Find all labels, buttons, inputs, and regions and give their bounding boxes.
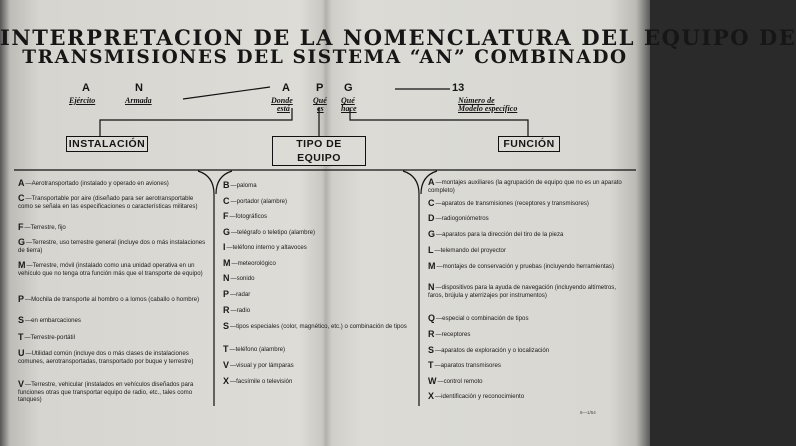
funcion-item-text: —identificación y reconocimiento: [435, 393, 525, 400]
funcion-item-text: —aparatos de transmisiones (receptores y transmisores): [435, 200, 589, 207]
instalacion-item: [18, 180, 208, 188]
funcion-item-letter: R: [428, 329, 435, 339]
funcion-item-text: —aparatos para la dirección del tiro de la pieza: [436, 231, 564, 238]
funcion-item-text: —especial o combinación de tipos: [436, 315, 529, 322]
label-modelo-especifico: Modelo específico: [458, 104, 518, 113]
label-es: es: [317, 104, 324, 113]
funcion-item-letter: N: [428, 282, 435, 292]
instalacion-item: [18, 334, 208, 342]
instalacion-item-letter: U: [18, 348, 25, 358]
funcion-item-text: —radiogoniómetros: [435, 215, 489, 222]
label-ejercito: Ejército: [69, 96, 96, 105]
funcion-item: [428, 315, 623, 323]
instalacion-item-letter: S: [18, 315, 25, 325]
tipo-item-text: —portador (alambre): [230, 198, 288, 205]
instalacion-item: [18, 239, 208, 254]
funcion-item-letter: X: [428, 391, 435, 401]
tipo-item-text: —teléfono interno y altavoces: [226, 244, 307, 251]
funcion-item: [428, 362, 623, 370]
instalacion-item: [18, 317, 208, 325]
tipo-item-text: —visual y por lámparas: [230, 362, 294, 369]
label-numero-de: Número de: [458, 96, 495, 105]
tipo-item-letter: X: [223, 376, 230, 386]
funcion-item: [428, 215, 623, 223]
instalacion-item: [18, 224, 208, 232]
funcion-item: [428, 200, 623, 208]
instalacion-item: [18, 350, 208, 365]
tipo-item: [223, 307, 413, 315]
funcion-item-text: —aparatos de exploración y o localización: [435, 347, 550, 354]
instalacion-item-text: —Aerotransportado (instalado y operado en aviones): [25, 180, 169, 187]
tipo-item-text: —paloma: [230, 182, 257, 189]
tipo-item: [223, 291, 413, 299]
tipo-item-text: —radio: [230, 307, 251, 314]
funcion-item: [428, 393, 623, 401]
instalacion-item-letter: A: [18, 178, 25, 188]
funcion-item-letter: T: [428, 360, 434, 370]
tipo-item-letter: B: [223, 180, 230, 190]
tipo-item-letter: N: [223, 273, 230, 283]
letter-ejercito: A: [82, 82, 90, 94]
label-que-2: Qué: [341, 96, 355, 105]
tipo-item-text: —fotográficos: [229, 213, 268, 220]
instalacion-item: [18, 262, 208, 277]
tipo-item: [223, 378, 413, 386]
tipo-item: [223, 275, 413, 283]
letter-donde-esta: A: [282, 82, 290, 94]
funcion-item: [428, 263, 623, 271]
instalacion-item-letter: F: [18, 222, 24, 232]
instalacion-item: [18, 296, 208, 304]
funcion-item: [428, 231, 623, 239]
letter-que-es: P: [316, 82, 324, 94]
funcion-item-text: —receptores: [435, 331, 471, 338]
tipo-item-letter: C: [223, 196, 230, 206]
instalacion-item-letter: V: [18, 379, 25, 389]
funcion-item-text: —dispositivos para la ayuda de navegación (incluyendo altímetros, faros, brújula y aterrizajes por instrumentos): [428, 284, 617, 299]
funcion-item-text: —control remoto: [437, 378, 483, 385]
funcion-item-letter: S: [428, 345, 435, 355]
box-instalacion: INSTALACIÓN: [66, 136, 148, 152]
label-esta: está: [277, 104, 290, 113]
funcion-item-letter: W: [428, 376, 437, 386]
tipo-item-letter: I: [223, 242, 226, 252]
funcion-item: [428, 179, 623, 194]
tipo-item-letter: P: [223, 289, 230, 299]
box-tipo-de-equipo: TIPO DE EQUIPO: [272, 136, 366, 166]
funcion-item-letter: M: [428, 261, 436, 271]
tipo-item: [223, 213, 413, 221]
instalacion-item-letter: P: [18, 294, 25, 304]
tipo-item: [223, 198, 413, 206]
tipo-item-text: —sonido: [230, 275, 255, 282]
instalacion-item-text: —Terrestre, fijo: [24, 224, 66, 231]
funcion-item-text: —montajes de conservación y pruebas (incluyendo herramientas): [436, 263, 614, 270]
tipo-item-text: —telégrafo o teletipo (alambre): [231, 229, 316, 236]
instalacion-item-text: —en embarcaciones: [25, 317, 81, 324]
funcion-item-letter: C: [428, 198, 435, 208]
page-footer-code: 6—1/54: [580, 410, 596, 415]
title-line-1: INTERPRETACION DE LA NOMENCLATURA DEL EQUIPO DE: [0, 25, 796, 50]
instalacion-item-letter: C: [18, 193, 25, 203]
funcion-item-letter: A: [428, 177, 435, 187]
funcion-item-letter: D: [428, 213, 435, 223]
tipo-item-letter: G: [223, 227, 231, 237]
letter-que-hace: G: [344, 82, 353, 94]
instalacion-item-letter: G: [18, 237, 26, 247]
instalacion-item-text: —Terrestre, móvil (instalado como una unidad operativa en un vehículo que no tenga otra función más que el transporte de equipo): [18, 262, 203, 277]
tipo-item-letter: M: [223, 258, 231, 268]
funcion-item: [428, 378, 623, 386]
label-hace: hace: [341, 104, 357, 113]
instalacion-item-text: —Transportable por aire (diseñado para ser aerotransportable como se señala en las especificaciones o características militares): [18, 195, 198, 210]
funcion-item-letter: Q: [428, 313, 436, 323]
instalacion-item-text: —Mochila de transporte al hombro o a lomos (caballo o hombre): [25, 296, 200, 303]
tipo-item-text: —tipos especiales (color, magnético, etc.) o combinación de tipos: [230, 323, 407, 330]
tipo-item: [223, 260, 413, 268]
tipo-item-text: —meteorológico: [231, 260, 276, 267]
label-que-1: Qué: [313, 96, 327, 105]
tipo-item-letter: F: [223, 211, 229, 221]
tipo-item: [223, 362, 413, 370]
instalacion-item-letter: M: [18, 260, 26, 270]
instalacion-item: [18, 195, 208, 210]
instalacion-item-text: —Utilidad común (incluye dos o más clases de instalaciones comunes, aerotransportadas, transportado por buque y terrestre): [18, 350, 194, 365]
instalacion-item-text: —Terrestre, vehicular (instalados en vehículos diseñados para funciones otras que transportar equipo de radio, etc., tales como tanques): [18, 381, 194, 404]
funcion-item-text: —aparatos transmisores: [434, 362, 501, 369]
tipo-item-letter: T: [223, 344, 229, 354]
funcion-item: [428, 284, 623, 299]
tipo-item-text: —radar: [230, 291, 251, 298]
funcion-item: [428, 331, 623, 339]
tipo-item-letter: V: [223, 360, 230, 370]
letter-numero: 13: [452, 82, 465, 94]
tipo-item: [223, 229, 413, 237]
instalacion-item: [18, 381, 208, 404]
tipo-item-letter: S: [223, 321, 230, 331]
tipo-item: [223, 323, 413, 331]
tipo-item: [223, 346, 413, 354]
box-funcion: FUNCIÓN: [498, 136, 560, 152]
title-line-2: TRANSMISIONES DEL SISTEMA “AN” COMBINADO: [22, 47, 628, 68]
instalacion-item-text: —Terrestre-portátil: [24, 334, 75, 341]
tipo-item: [223, 182, 413, 190]
funcion-item: [428, 247, 623, 255]
letter-armada: N: [135, 82, 143, 94]
tipo-item: [223, 244, 413, 252]
tipo-item-letter: R: [223, 305, 230, 315]
tipo-item-text: —teléfono (alambre): [229, 346, 286, 353]
funcion-item-letter: G: [428, 229, 436, 239]
funcion-item-text: —montajes auxiliares (la agrupación de equipo que no es un aparato completo): [428, 179, 622, 194]
funcion-item: [428, 347, 623, 355]
label-armada: Armada: [125, 96, 152, 105]
funcion-item-letter: L: [428, 245, 434, 255]
instalacion-item-text: —Terrestre, uso terrestre general (incluye dos o más instalaciones de tierra): [18, 239, 206, 254]
tipo-item-text: —facsímile o televisión: [230, 378, 293, 385]
funcion-item-text: —telemando del proyector: [434, 247, 506, 254]
instalacion-item-letter: T: [18, 332, 24, 342]
label-donde: Donde: [271, 96, 293, 105]
